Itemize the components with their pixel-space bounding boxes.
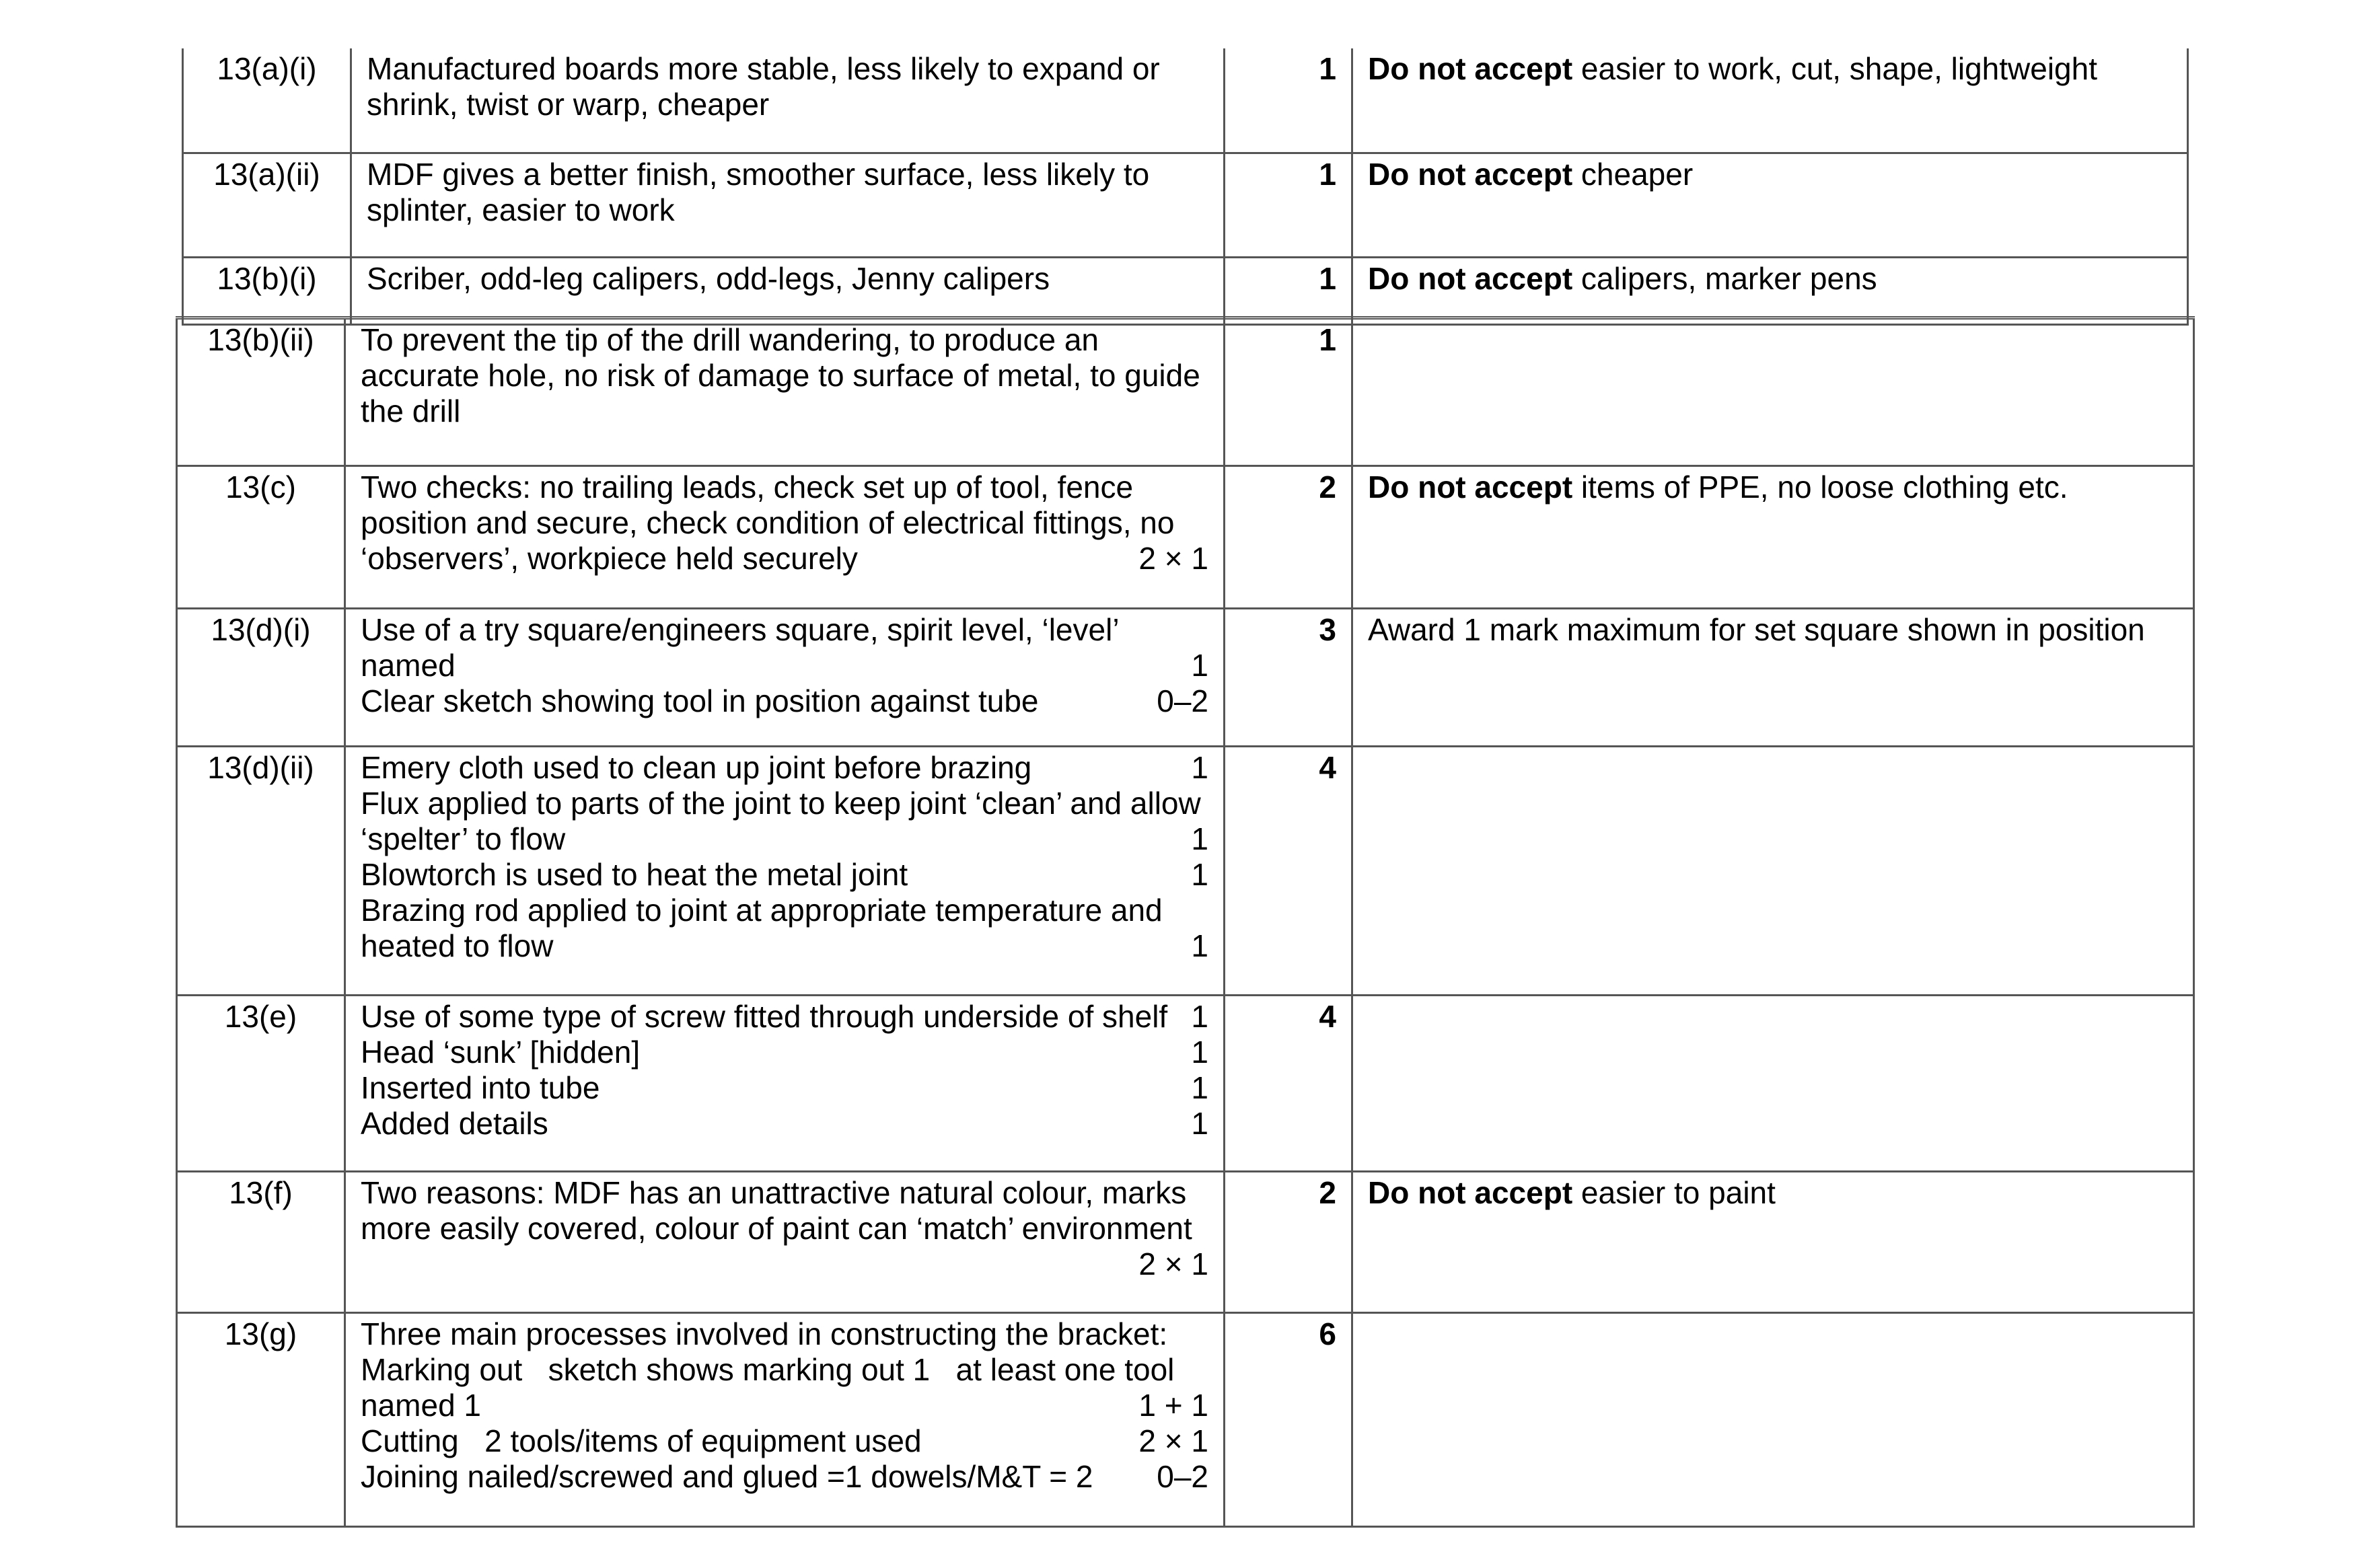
question-number-cell [183,257,351,324]
guidance-cell [1352,153,2188,257]
table-row [183,48,2188,153]
answer-line-text: Three main processes involved in constructing the bracket: [361,1316,1168,1351]
guidance-text: cheaper [1572,156,1694,192]
answer-line-text: Added details [361,1106,548,1141]
answer-line-text: more easily covered, colour of paint can ‘match’ environment [361,1211,1192,1246]
answer-line [361,1423,1208,1459]
answer-line [361,648,1208,683]
answer-line-text: Head ‘sunk’ [hidden] [361,1035,641,1070]
answer-line [361,1246,1208,1282]
guidance-bold-text: Do not accept [1368,260,1573,296]
answer-cell [345,1172,1225,1313]
answer-line [361,1459,1208,1495]
marks-value: 1 [1319,322,1336,357]
answer-line-text: accurate hole, no risk of damage to surface of metal, to guide [361,358,1200,393]
answer-line-text: Two reasons: MDF has an unattractive natural colour, marks [361,1175,1187,1210]
answer-line: MDF gives a better finish, smoother surface, less likely to [367,156,1150,192]
answer-cell [345,1313,1225,1527]
guidance-text: easier to work, cut, shape, lightweight [1572,51,2097,86]
answer-line-mark: 1 + 1 [1138,1388,1208,1423]
answer-line-text: Joining nailed/screwed and glued =1 dowels/M&T = 2 [361,1459,1093,1494]
table-row [177,609,2194,747]
answer-line [361,358,1208,394]
guidance-cell [1352,1172,2194,1313]
mark-scheme-table-top [182,48,2189,326]
guidance-cell [1352,257,2188,324]
table-row [177,747,2194,996]
answer-line-text: the drill [361,394,461,428]
answer-line [361,1352,1208,1388]
answer-line [361,541,1208,576]
question-number-cell [177,609,345,747]
answer-line-text: position and secure, check condition of electrical fittings, no [361,505,1175,540]
table-row [177,1172,2194,1313]
answer-cell [345,747,1225,996]
guidance-cell [1352,996,2194,1172]
answer-line-mark: 1 [1191,750,1208,785]
guidance-cell [1352,466,2194,609]
answer-line-text: Two checks: no trailing leads, check set up of tool, fence [361,470,1134,505]
guidance-cell [1352,48,2188,153]
answer-cell [351,153,1225,257]
marks-cell [1225,153,1352,257]
answer-line [361,1388,1208,1423]
marks-cell [1225,996,1352,1172]
answer-line [361,1175,1208,1211]
table-row [183,153,2188,257]
guidance-text: Award 1 mark maximum for set square shown in position [1368,612,2145,647]
question-number-cell [183,153,351,257]
answer-line-mark: 1 [1191,857,1208,892]
answer-cell [345,996,1225,1172]
marks-value: 2 [1319,470,1336,505]
guidance-text: items of PPE, no loose clothing etc. [1572,470,2068,505]
question-number-cell [177,747,345,996]
question-number: 13(a)(ii) [213,156,320,192]
guidance-text: easier to paint [1572,1175,1776,1210]
answer-line [361,470,1208,505]
answer-line-mark: 0–2 [1157,1459,1208,1494]
answer-line-mark: 1 [1191,821,1208,856]
answer-line: splinter, easier to work [367,192,675,227]
table-row [183,257,2188,324]
answer-line-text: Emery cloth used to clean up joint before brazing [361,750,1032,785]
answer-line-mark: 1 [1191,999,1208,1034]
answer-cell [351,257,1225,324]
answer-line-text: named 1 [361,1388,482,1423]
answer-line-text: Clear sketch showing tool in position against tube [361,683,1039,718]
marks-cell [1225,466,1352,609]
question-number: 13(b)(i) [217,260,317,296]
answer-line [361,821,1208,857]
question-number: 13(d)(ii) [207,750,314,785]
guidance-bold-text: Do not accept [1368,156,1573,192]
marks-value: 3 [1319,612,1336,647]
guidance-cell [1352,747,2194,996]
marks-cell [1225,747,1352,996]
answer-line-text: Cutting 2 tools/items of equipment used [361,1423,922,1458]
answer-line [361,1211,1208,1246]
answer-line-mark: 1 [1191,648,1208,683]
answer-line-text: ‘observers’, workpiece held securely [361,541,858,576]
question-number: 13(a)(i) [217,51,317,86]
question-number-cell [177,1313,345,1527]
answer-line-mark: 1 [1191,1070,1208,1105]
answer-line-text: Flux applied to parts of the joint to keep joint ‘clean’ and allow [361,786,1201,821]
answer-line-mark: 1 [1191,1035,1208,1070]
answer-line [361,999,1208,1035]
answer-line [361,1070,1208,1106]
answer-line: shrink, twist or warp, cheaper [367,87,770,122]
table-row [177,996,2194,1172]
question-number-cell [177,318,345,466]
guidance-bold-text: Do not accept [1368,1175,1573,1210]
answer-cell [351,48,1225,153]
question-number: 13(c) [225,470,296,505]
answer-line-mark: 2 × 1 [1138,1423,1208,1458]
guidance-cell [1352,318,2194,466]
marks-cell [1225,318,1352,466]
answer-line-mark: 2 × 1 [1138,541,1208,576]
answer-line [361,1106,1208,1142]
table-row [177,318,2194,466]
guidance-bold-text: Do not accept [1368,470,1573,505]
guidance-bold-text: Do not accept [1368,51,1573,86]
answer-line [361,1316,1208,1352]
guidance-cell [1352,609,2194,747]
question-number: 13(g) [224,1316,297,1351]
mark-scheme-table-main [176,316,2195,1528]
marks-cell [1225,257,1352,324]
answer-line-mark: 1 [1191,1106,1208,1141]
answer-line-text: heated to flow [361,928,554,963]
answer-line [361,1035,1208,1070]
question-number-cell [177,1172,345,1313]
guidance-text: calipers, marker pens [1572,260,1877,296]
marks-value: 6 [1319,1316,1336,1351]
question-number-cell [183,48,351,153]
answer-line-text: Use of some type of screw fitted through underside of shelf [361,999,1168,1034]
answer-line [361,928,1208,964]
marks-value: 4 [1319,999,1336,1034]
answer-line: Manufactured boards more stable, less likely to expand or [367,51,1160,86]
answer-line-text: ‘spelter’ to flow [361,821,566,856]
answer-line-text: To prevent the tip of the drill wandering, to produce an [361,322,1099,357]
answer-line-mark: 1 [1191,928,1208,963]
marks-value: 4 [1319,750,1336,785]
answer-line [361,394,1208,429]
answer-line-text: Inserted into tube [361,1070,600,1105]
answer-line [361,322,1208,358]
answer-line [361,750,1208,786]
answer-line-text: Marking out sketch shows marking out 1 at least one tool [361,1352,1175,1387]
question-number: 13(e) [224,999,297,1034]
marks-cell [1225,1172,1352,1313]
answer-line-mark: 0–2 [1157,683,1208,718]
answer-line [361,893,1208,928]
marks-value: 1 [1319,51,1336,86]
marks-value: 2 [1319,1175,1336,1210]
answer-line [361,505,1208,541]
answer-line [361,683,1208,719]
answer-line-text: Brazing rod applied to joint at appropriate temperature and [361,893,1163,928]
answer-cell [345,609,1225,747]
marks-value: 1 [1319,260,1336,296]
table-row [177,466,2194,609]
question-number: 13(b)(ii) [207,322,314,357]
question-number: 13(f) [229,1175,293,1210]
question-number-cell [177,466,345,609]
guidance-cell [1352,1313,2194,1527]
marks-cell [1225,609,1352,747]
question-number: 13(d)(i) [211,612,311,647]
answer-line-mark: 2 × 1 [1138,1246,1208,1281]
answer-cell [345,466,1225,609]
answer-line-text: Blowtorch is used to heat the metal joint [361,857,908,892]
question-number-cell [177,996,345,1172]
answer-line: Scriber, odd-leg calipers, odd-legs, Jenny calipers [367,260,1050,296]
answer-cell [345,318,1225,466]
answer-line-text: Use of a try square/engineers square, spirit level, ‘level’ [361,612,1120,647]
answer-line [361,857,1208,893]
answer-line [361,612,1208,648]
marks-cell [1225,1313,1352,1527]
marks-cell [1225,48,1352,153]
marks-value: 1 [1319,156,1336,192]
answer-line-text: named [361,648,456,683]
answer-line [361,786,1208,821]
table-row [177,1313,2194,1527]
